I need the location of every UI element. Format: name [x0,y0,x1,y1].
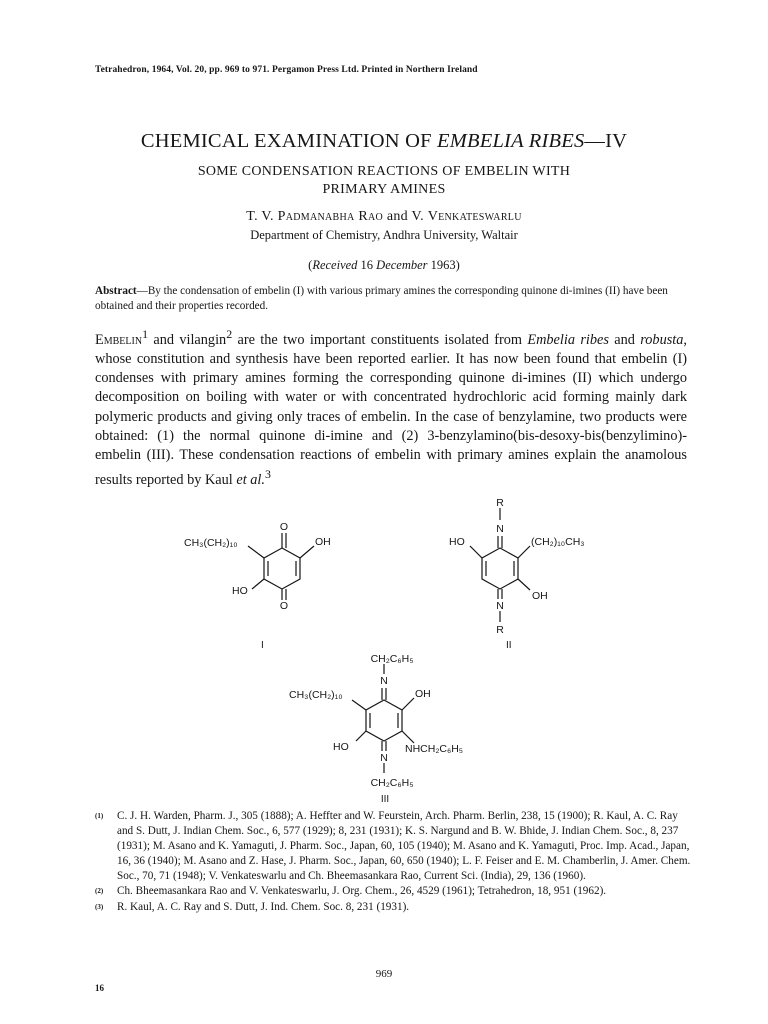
abstract-label: Abstract [95,285,137,297]
received-year: 1963) [427,258,460,272]
structure-II-oh: OH [532,590,548,602]
title-main: CHEMICAL EXAMINATION OF [140,130,437,152]
reference-3-text: R. Kaul, A. C. Ray and S. Dutt, J. Ind. Chem. Soc. 8, 231 (1931). [117,900,410,913]
subtitle-line-1: SOME CONDENSATION REACTIONS OF EMBELIN WITH [197,164,571,179]
reference-2 [95,884,693,899]
structure-I-label: I [261,640,264,651]
authors-and: and [383,209,412,224]
structure-II-n-bottom: N [496,600,504,612]
received-open: ( [308,258,313,272]
author-1-name: Padmanabha Rao [277,209,384,224]
structure-III-oh: OH [415,688,431,700]
author-2-name: Venkateswarlu [427,209,522,224]
structure-II-chain: (CH₂)₁₀CH₃ [531,536,585,548]
structure-II-r-top: R [496,497,504,509]
structure-III-chain: CH₃(CH₂)₁₀ [289,689,343,701]
references [95,809,693,915]
structure-I-ho: HO [232,585,248,597]
structure-I-o-bottom: O [279,600,289,612]
received-month: December [376,258,428,272]
author-1-initials: T. V. [246,209,278,224]
body-italic-et-al: et al. [236,471,265,488]
received-word: Received [312,258,358,272]
structure-III-n-bottom: N [380,752,388,764]
subtitle-line-2: PRIMARY AMINES [322,182,446,197]
structure-II-ho: HO [449,536,465,548]
running-header: Tetrahedron, 1964, Vol. 20, pp. 969 to 971. Pergamon Press Ltd. Printed in Northern Ireland [95,65,478,75]
body-text-1: and vilangin [148,331,227,348]
reference-1-number: (1) [95,812,104,820]
body-ref-1: 1 [142,327,149,341]
title-italic: EMBELIA RIBES [437,130,585,152]
reference-1-text: C. J. H. Warden, Pharm. J., 305 (1888); A. Heffter and W. Feurstein, Arch. Pharm. Berlin, 238, 15 (1900); R. Kaul, A. C. Ray and S. Dutt, J. Indian Chem. Soc., 6, 577 (1929); 8, 231 (1931); K. S. Nargund and B. W. Bhide, J. Indian Chem. Soc., 8, 237 (1931); M. Asano and K. Yamaguti, J. Pharm. Soc., Japan, 60, 105 (1940); M. Asano and K. Yamaguti, Proc. Imp. Acad., Japan, 16, 36 (1940); M. Asano and Z. Hase, J. Pharm. Soc., Japan, 60, 650 (1940); L. F. Feiser and E. M. Chamberlin, J. Amer. Chem. Soc., 70, 71 (1948); V. Venkateswarlu and Ch. Bheemasankara Rao, Current Sci. (India), 29, 136 (1960). [117,810,691,883]
structure-III-benzyl-bottom: CH₂C₆H₅ [370,777,414,789]
body-text-4: , whose constitution and synthesis have been reported earlier. It has now been found that embelin (I) condenses with primary amines forming the corresponding quinone di-imines (II) which undergo decomposition on boiling with water or with concentrated hydrochloric acid forming mainly dark polymeric products and giving only traces of embelin. In the case of benzylamine, two products were obtained: (1) the normal quinone di-imine and (2) 3-benzylamino(bis-desoxy-bis(benzylimino)-embelin (III). These condensation reactions of embelin with primary amines explain the anamolous results reported by Kaul [95,331,687,488]
author-2-initials: V. [411,209,428,224]
page-number: 969 [375,968,393,980]
reference-3 [95,900,693,915]
reference-2-number: (2) [95,887,104,896]
body-ref-3: 3 [264,467,271,482]
body-text-3: and [608,331,641,348]
abstract-text: —By the condensation of embelin (I) with various primary amines the corresponding quinone di-imines (II) have been obtained and their properties recorded. [95,285,668,312]
structure-III-n-top: N [380,675,388,687]
title-suffix: —IV [584,130,628,152]
reference-1 [95,809,693,884]
structure-I-oh: OH [315,536,331,548]
structure-II-label: II [506,640,512,651]
body-ref-2: 2 [226,327,233,341]
structure-I-ring [248,533,314,600]
body-lead-word: Embelin [95,331,143,348]
affiliation: Department of Chemistry, Andhra University, Waltair [250,228,518,242]
structure-II-n-top: N [496,523,504,535]
structure-I-chain: CH₃(CH₂)₁₀ [184,537,238,549]
structure-I-o-top: O [279,521,289,533]
structure-III-benzyl-top: CH₂C₆H₅ [370,653,414,665]
structure-II-r-bottom: R [496,624,504,636]
received-day: 16 [357,258,377,272]
reference-2-text: Ch. Bheemasankara Rao and V. Venkateswarlu, J. Org. Chem., 26, 4529 (1961); Tetrahedron, 18, 951 (1962). [117,885,607,898]
structure-III-nh: NHCH₂C₆H₅ [405,743,464,755]
body-text-2: are the two important constituents isolated from [232,331,528,348]
footer-number: 16 [95,983,104,993]
structure-III-ho: HO [333,741,349,753]
reference-3-number: (3) [95,902,104,911]
body-italic-robusta: robusta [640,331,684,348]
body-italic-embelia-ribes: Embelia ribes [527,331,609,348]
structure-III-label: III [380,794,390,805]
